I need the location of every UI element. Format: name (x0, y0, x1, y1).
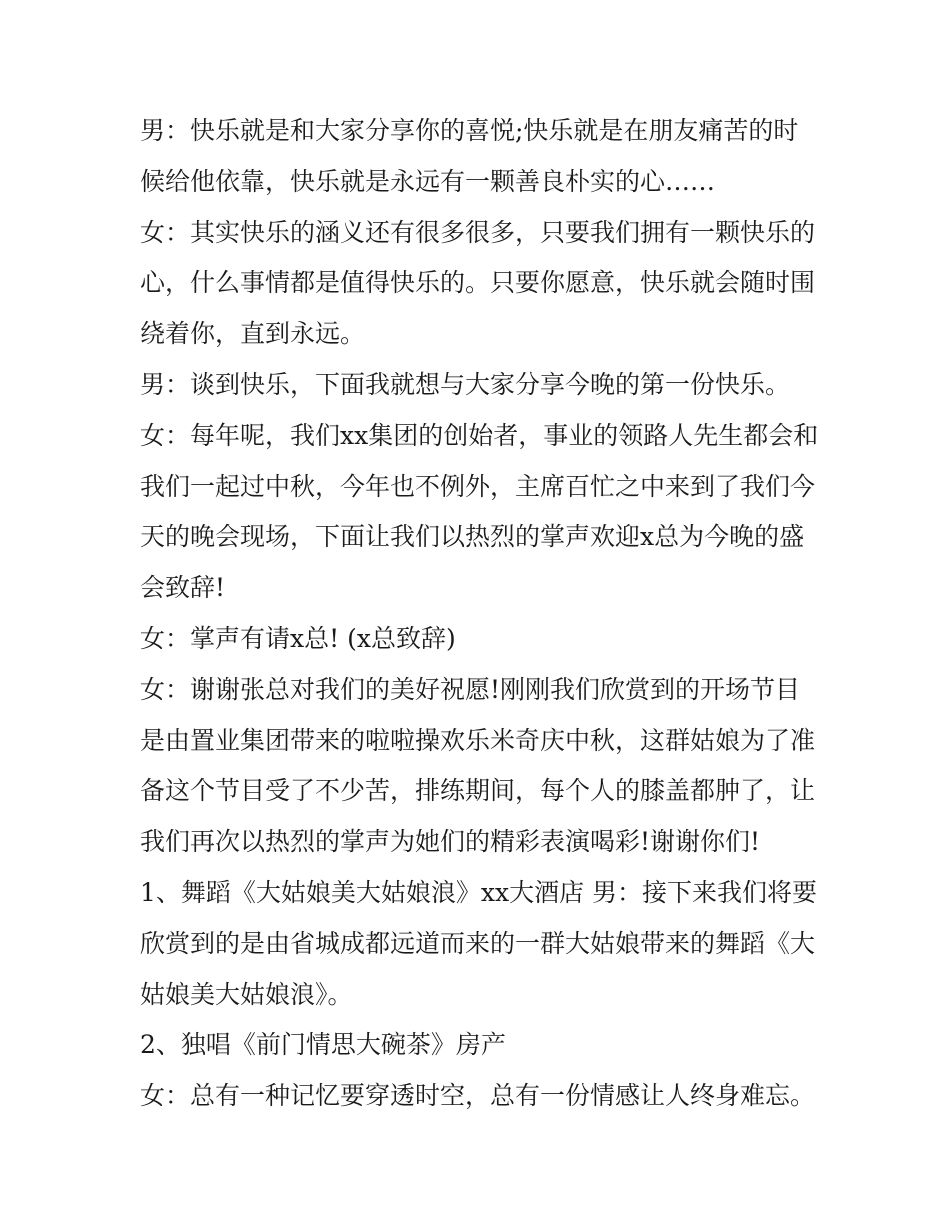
paragraph-9: 女：总有一种记忆要穿透时空，总有一份情感让人终身难忘。 (140, 1081, 816, 1111)
paragraph-6: 女：谢谢张总对我们的美好祝愿!刚刚我们欣赏到的开场节目是由置业集团带来的啦啦操欢乐米奇庆中秋，这群姑娘为了准备这个节目受了不少苦，排练期间，每个人的膝盖都肿了，让我们再次以热烈的掌声为她们的精彩表演喝彩!谢谢你们! (140, 674, 816, 857)
document-body (140, 106, 820, 1122)
paragraph-8: 2、独唱《前门情思大碗茶》房产 (140, 1030, 506, 1060)
paragraph-7: 1、舞蹈《大姑娘美大姑娘浪》xx大酒店 男：接下来我们将要欣赏到的是由省城成都远道而来的一群大姑娘带来的舞蹈《大姑娘美大姑娘浪》。 (140, 877, 818, 1009)
paragraph-2: 女：其实快乐的涵义还有很多很多，只要我们拥有一颗快乐的心，什么事情都是值得快乐的。只要你愿意，快乐就会随时围绕着你，直到永远。 (140, 217, 816, 349)
paragraph-4: 女：每年呢，我们xx集团的创始者，事业的领路人先生都会和我们一起过中秋，今年也不例外，主席百忙之中来到了我们今天的晚会现场，下面让我们以热烈的掌声欢迎x总为今晚的盛会致辞! (140, 420, 819, 603)
paragraph-5: 女：掌声有请x总! (x总致辞) (140, 623, 456, 653)
paragraph-3: 男：谈到快乐，下面我就想与大家分享今晚的第一份快乐。 (140, 369, 791, 399)
paragraph-1: 男：快乐就是和大家分享你的喜悦;快乐就是在朋友痛苦的时候给他依靠，快乐就是永远有一颗善良朴实的心…… (140, 116, 799, 196)
